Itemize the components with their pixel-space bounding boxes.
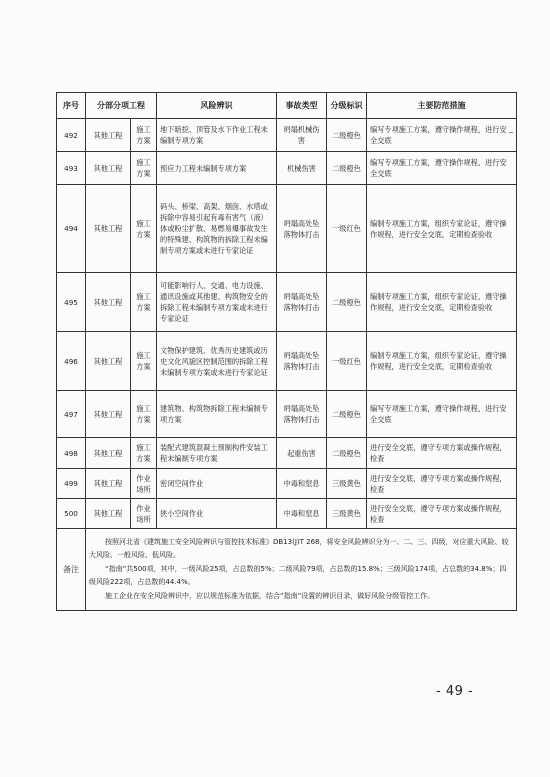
row-accident: 坍塌高处坠落物体打击	[277, 185, 327, 273]
row-risk: 预应力工程未编制专项方案	[157, 152, 277, 185]
row-subproject: 施工方案	[131, 391, 157, 438]
row-no: 492	[57, 119, 86, 152]
row-project: 其他工程	[86, 273, 131, 332]
table-row	[57, 332, 517, 391]
risk-table	[56, 92, 517, 611]
row-no: 495	[57, 273, 86, 332]
row-project: 其他工程	[86, 185, 131, 273]
row-measure: 编制专项施工方案，组织专家论证，遵守操作规程，进行安全交底，定期检查验收	[367, 273, 517, 332]
row-risk: 密闭空间作业	[157, 469, 277, 499]
header-no: 序号	[57, 93, 86, 119]
row-risk: 狭小空间作业	[157, 499, 277, 529]
row-no: 497	[57, 391, 86, 438]
row-project: 其他工程	[86, 332, 131, 391]
header-risk: 风险辨识	[157, 93, 277, 119]
row-project: 其他工程	[86, 152, 131, 185]
table-row	[57, 119, 517, 152]
notes-row	[57, 529, 517, 611]
row-measure: 进行安全交底，遵守专项方案或操作规程，检查	[367, 469, 517, 499]
header-accident: 事故类型	[277, 93, 327, 119]
row-level: 三级黄色	[327, 499, 367, 529]
table-row	[57, 185, 517, 273]
row-risk: 可能影响行人、交通、电力设施、通讯设施或其他建、构筑物安全的拆除工程未编制专项方案或未进行专家论证	[157, 273, 277, 332]
table-header-row	[57, 93, 517, 119]
row-accident: 坍塌机械伤害	[277, 119, 327, 152]
row-subproject: 施工方案	[131, 152, 157, 185]
row-accident: 坍塌高处坠落物体打击	[277, 332, 327, 391]
table-row	[57, 499, 517, 529]
table-row	[57, 273, 517, 332]
row-risk: 文物保护建筑、优秀历史建筑或历史文化风貌区控制范围的拆除工程未编制专项方案或未进行专家论证	[157, 332, 277, 391]
row-level: 二级橙色	[327, 273, 367, 332]
row-project: 其他工程	[86, 438, 131, 469]
row-level: 一级红色	[327, 332, 367, 391]
row-subproject: 施工方案	[131, 273, 157, 332]
row-subproject: 作业场所	[131, 499, 157, 529]
row-measure: 编写专项施工方案，遵守操作规程，进行安全交底	[367, 152, 517, 185]
row-no: 496	[57, 332, 86, 391]
row-measure: 编制专项施工方案，组织专家论证，遵守操作规程，进行安全交底，定期检查验收	[367, 185, 517, 273]
row-accident: 中毒和窒息	[277, 499, 327, 529]
row-level: 二级橙色	[327, 152, 367, 185]
row-project: 其他工程	[86, 391, 131, 438]
row-accident: 坍塌高处坠落物体打击	[277, 391, 327, 438]
row-risk: 装配式建筑混凝土预制构件安装工程未编制专项方案	[157, 438, 277, 469]
row-measure: 进行安全交底，遵守专项方案或操作规程，检查	[367, 499, 517, 529]
notes-label: 备注	[57, 529, 86, 611]
row-no: 500	[57, 499, 86, 529]
row-level: 二级橙色	[327, 391, 367, 438]
row-accident: 起重伤害	[277, 438, 327, 469]
row-no: 493	[57, 152, 86, 185]
row-project: 其他工程	[86, 469, 131, 499]
row-level: 三级黄色	[327, 469, 367, 499]
row-project: 其他工程	[86, 119, 131, 152]
row-subproject: 施工方案	[131, 119, 157, 152]
row-no: 499	[57, 469, 86, 499]
notes-paragraph: 施工企业在安全风险辨识中，应以规范标准为依据，结合“指南”设置的辨识目录，做好风险分级管控工作。	[105, 591, 435, 600]
row-level: 二级橙色	[327, 438, 367, 469]
table-row	[57, 391, 517, 438]
row-accident: 机械伤害	[277, 152, 327, 185]
notes-paragraph: 按照河北省《建筑施工安全风险辨识与管控技术标准》DB13(J)T 268，将安全风险辨识分为一、二、三、四级，对应重大风险、较大风险、一般风险、低风险。	[89, 537, 509, 560]
row-no: 498	[57, 438, 86, 469]
row-risk: 码头、桥梁、高架、烟囱、水塔或拆除中容易引起有毒有害气（液）体或粉尘扩散、易燃易爆事故发生的特殊建、构筑物的拆除工程未编制专项方案或未进行专家论证	[157, 185, 277, 273]
row-subproject: 施工方案	[131, 332, 157, 391]
notes-content	[86, 529, 517, 611]
row-measure: 编写专项施工方案，遵守操作规程，进行安全交底	[367, 391, 517, 438]
row-level: 一级红色	[327, 185, 367, 273]
row-project: 其他工程	[86, 499, 131, 529]
row-no: 494	[57, 185, 86, 273]
table-row	[57, 469, 517, 499]
row-subproject: 作业场所	[131, 469, 157, 499]
row-risk: 建筑物、构筑物拆除工程未编制专项方案	[157, 391, 277, 438]
row-measure: 进行安全交底，遵守专项方案或操作规程，检查	[367, 438, 517, 469]
header-level: 分级标识	[327, 93, 367, 119]
row-level: 二级橙色	[327, 119, 367, 152]
row-risk: 地下暗挖、顶管及水下作业工程未编制专项方案	[157, 119, 277, 152]
row-measure: 编写专项施工方案，遵守操作规程，进行安全交底	[367, 119, 517, 152]
header-measure: 主要防范措施	[367, 93, 517, 119]
table-row	[57, 152, 517, 185]
row-subproject: 施工方案	[131, 185, 157, 273]
row-subproject: 施工方案	[131, 438, 157, 469]
row-measure: 编制专项施工方案，组织专家论证，遵守操作规程，进行安全交底，定期检查验收	[367, 332, 517, 391]
row-accident: 坍塌高处坠落物体打击	[277, 273, 327, 332]
row-accident: 中毒和窒息	[277, 469, 327, 499]
table-row	[57, 438, 517, 469]
header-project: 分部分项工程	[86, 93, 157, 119]
page-number: - 49 -	[436, 684, 474, 699]
notes-paragraph: “指南”共500项，其中，一级风险25项，占总数的5%；二级风险79项，占总数的15.8%；三级风险174项，占总数的34.8%；四级风险222项，占总数的44.4%。	[89, 564, 507, 587]
